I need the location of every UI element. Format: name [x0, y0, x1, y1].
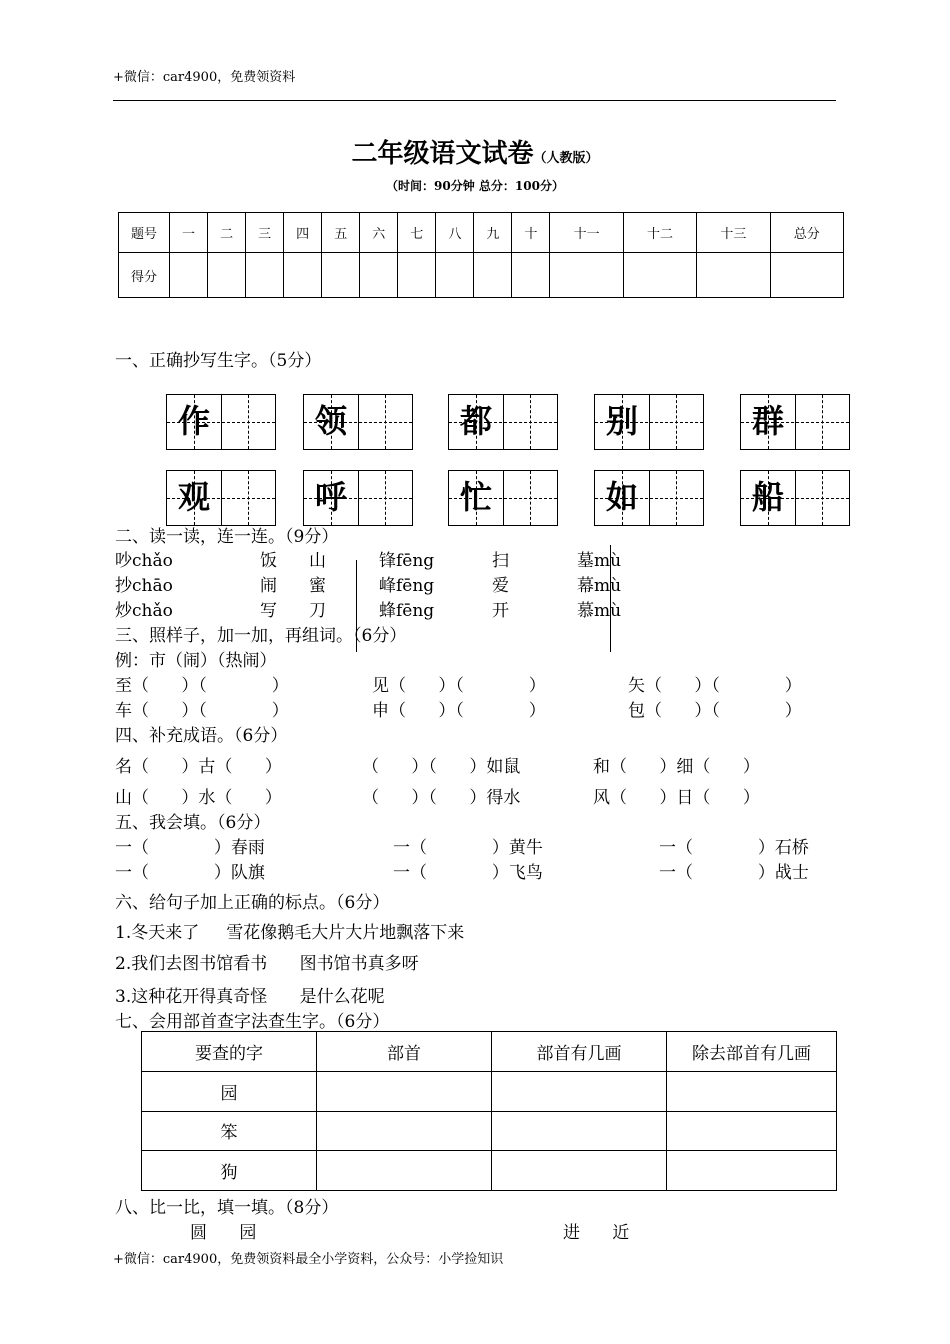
fill-item[interactable]: 至（ ）（ ） — [115, 676, 289, 696]
title-edition: （人教版） — [533, 151, 599, 166]
section-2-heading: 二、读一读，连一连。（9分） — [115, 527, 339, 547]
match-word: 开 — [492, 601, 509, 621]
radical-header-cell: 部首有几画 — [492, 1032, 667, 1072]
writing-grid[interactable] — [740, 394, 850, 450]
writing-grid[interactable] — [448, 470, 558, 526]
score-cell[interactable] — [398, 253, 436, 298]
compare-pair: 进 近 — [563, 1223, 630, 1243]
answer-cell[interactable] — [492, 1071, 667, 1111]
score-cell[interactable] — [623, 253, 696, 298]
score-cell[interactable] — [474, 253, 512, 298]
writing-grid[interactable] — [594, 470, 704, 526]
answer-cell[interactable] — [667, 1151, 837, 1191]
model-character: 如 — [605, 478, 638, 516]
writing-grid[interactable] — [303, 394, 413, 450]
radical-row — [142, 1071, 837, 1111]
example-line: 例：市（闹）（热闹） — [115, 651, 277, 671]
score-cell[interactable] — [208, 253, 246, 298]
pinyin-word: 炒chǎo — [115, 601, 173, 621]
score-header-cell: 七 — [398, 213, 436, 253]
score-cell[interactable] — [322, 253, 360, 298]
model-character: 都 — [459, 402, 492, 440]
score-row-label: 得分 — [119, 253, 170, 298]
score-header-cell: 十三 — [697, 213, 770, 253]
answer-cell[interactable] — [667, 1071, 837, 1111]
punctuation-sentence[interactable]: 3.这种花开得真奇怪 是什么花呢 — [115, 987, 385, 1007]
model-character: 领 — [314, 402, 347, 440]
pinyin-word: 幕mù — [577, 576, 622, 596]
model-character: 群 — [751, 402, 784, 440]
answer-cell[interactable] — [317, 1071, 492, 1111]
writing-grid[interactable] — [303, 470, 413, 526]
radical-header-cell: 除去部首有几画 — [667, 1032, 837, 1072]
fill-item[interactable]: 见（ ）（ ） — [372, 676, 546, 696]
score-cell[interactable] — [770, 253, 844, 298]
model-character: 观 — [177, 478, 210, 516]
section-5-heading: 五、我会填。（6分） — [115, 813, 271, 833]
answer-cell[interactable] — [317, 1151, 492, 1191]
header-watermark: +微信：car4900，免费领资料 — [113, 70, 296, 85]
model-character: 呼 — [314, 478, 347, 516]
lookup-character: 笨 — [142, 1111, 317, 1151]
score-header-cell: 总分 — [770, 213, 844, 253]
pinyin-word: 抄chāo — [115, 576, 173, 596]
exam-info: （时间：90分钟 总分：100分） — [386, 179, 564, 193]
header-divider — [113, 100, 836, 101]
pinyin-word: 慕mù — [577, 601, 622, 621]
match-word: 饭 — [260, 551, 277, 571]
idiom-item[interactable]: 风（ ）日（ ） — [593, 788, 760, 808]
score-header-cell: 六 — [360, 213, 398, 253]
answer-cell[interactable] — [317, 1111, 492, 1151]
score-header-cell: 题号 — [119, 213, 170, 253]
fill-item[interactable]: 车（ ）（ ） — [115, 701, 289, 721]
writing-grid[interactable] — [166, 394, 276, 450]
score-header-cell: 一 — [170, 213, 208, 253]
idiom-item[interactable]: 和（ ）细（ ） — [593, 757, 760, 777]
pinyin-word: 墓mù — [577, 551, 622, 571]
score-cell[interactable] — [550, 253, 623, 298]
match-word: 闹 — [260, 576, 277, 596]
section-7-heading: 七、会用部首查字法查生字。（6分） — [115, 1012, 390, 1032]
radical-header-cell: 部首 — [317, 1032, 492, 1072]
measure-word-item[interactable]: 一（ ）春雨 — [115, 838, 265, 858]
score-header-cell: 三 — [246, 213, 284, 253]
compare-pair: 圆 园 — [190, 1223, 257, 1243]
radical-row — [142, 1111, 837, 1151]
pinyin-word: 蜂fēng — [379, 601, 435, 621]
answer-cell[interactable] — [492, 1151, 667, 1191]
footer-watermark: +微信：car4900，免费领资料最全小学资料，公众号：小学捡知识 — [113, 1252, 504, 1267]
score-value-row — [119, 253, 844, 298]
title-main: 二年级语文试卷 — [351, 139, 534, 169]
writing-grid[interactable] — [166, 470, 276, 526]
score-header-cell: 十 — [512, 213, 550, 253]
score-cell[interactable] — [246, 253, 284, 298]
section-3-heading: 三、照样子，加一加，再组词。（6分） — [115, 626, 407, 646]
model-character: 忙 — [459, 478, 492, 516]
idiom-item[interactable]: 名（ ）古（ ） — [115, 757, 282, 777]
lookup-character: 园 — [142, 1071, 317, 1111]
match-word: 蜜 — [309, 576, 326, 596]
idiom-item[interactable]: 山（ ）水（ ） — [115, 788, 282, 808]
score-cell[interactable] — [170, 253, 208, 298]
section-1-heading: 一、正确抄写生字。（5分） — [115, 351, 322, 371]
score-cell[interactable] — [284, 253, 322, 298]
answer-cell[interactable] — [492, 1111, 667, 1151]
pinyin-word: 峰fēng — [379, 576, 435, 596]
score-header-cell: 五 — [322, 213, 360, 253]
measure-word-item[interactable]: 一（ ）飞鸟 — [393, 863, 543, 883]
punctuation-sentence[interactable]: 2.我们去图书馆看书 图书馆书真多呀 — [115, 954, 419, 974]
measure-word-item[interactable]: 一（ ）石桥 — [659, 838, 809, 858]
model-character: 作 — [177, 402, 210, 440]
writing-grid[interactable] — [740, 470, 850, 526]
score-header-cell: 四 — [284, 213, 322, 253]
pinyin-word: 锋fēng — [379, 551, 435, 571]
radical-table — [141, 1031, 837, 1191]
radical-header-row — [142, 1032, 837, 1072]
match-word: 刀 — [309, 601, 326, 621]
lookup-character: 狗 — [142, 1151, 317, 1191]
radical-row — [142, 1151, 837, 1191]
section-6-heading: 六、给句子加上正确的标点。（6分） — [115, 893, 390, 913]
pinyin-word: 吵chǎo — [115, 551, 173, 571]
match-word: 扫 — [492, 551, 509, 571]
score-header-cell: 二 — [208, 213, 246, 253]
measure-word-item[interactable]: 一（ ）战士 — [659, 863, 809, 883]
score-cell[interactable] — [512, 253, 550, 298]
fill-item[interactable]: 包（ ）（ ） — [628, 701, 802, 721]
score-header-cell: 九 — [474, 213, 512, 253]
match-word: 山 — [309, 551, 326, 571]
match-word: 爱 — [492, 576, 509, 596]
score-header-cell: 十二 — [623, 213, 696, 253]
measure-word-item[interactable]: 一（ ）黄牛 — [393, 838, 543, 858]
model-character: 别 — [605, 402, 638, 440]
radical-header-cell: 要查的字 — [142, 1032, 317, 1072]
score-cell[interactable] — [697, 253, 770, 298]
measure-word-item[interactable]: 一（ ）队旗 — [115, 863, 265, 883]
writing-grid[interactable] — [448, 394, 558, 450]
idiom-item[interactable]: （ ）（ ）如鼠 — [362, 757, 521, 777]
score-table — [118, 212, 844, 298]
fill-item[interactable]: 申（ ）（ ） — [372, 701, 546, 721]
score-header-cell: 八 — [436, 213, 474, 253]
answer-cell[interactable] — [667, 1111, 837, 1151]
score-cell[interactable] — [360, 253, 398, 298]
idiom-item[interactable]: （ ）（ ）得水 — [362, 788, 521, 808]
section-8-heading: 八、比一比，填一填。（8分） — [115, 1198, 339, 1218]
score-header-row — [119, 213, 844, 253]
page-title — [0, 133, 950, 170]
fill-item[interactable]: 矢（ ）（ ） — [628, 676, 802, 696]
punctuation-sentence[interactable]: 1.冬天来了 雪花像鹅毛大片大片地飘落下来 — [115, 923, 465, 943]
match-word: 写 — [260, 601, 277, 621]
model-character: 船 — [751, 478, 784, 516]
score-cell[interactable] — [436, 253, 474, 298]
writing-grid[interactable] — [594, 394, 704, 450]
section-4-heading: 四、补充成语。（6分） — [115, 726, 288, 746]
score-header-cell: 十一 — [550, 213, 623, 253]
